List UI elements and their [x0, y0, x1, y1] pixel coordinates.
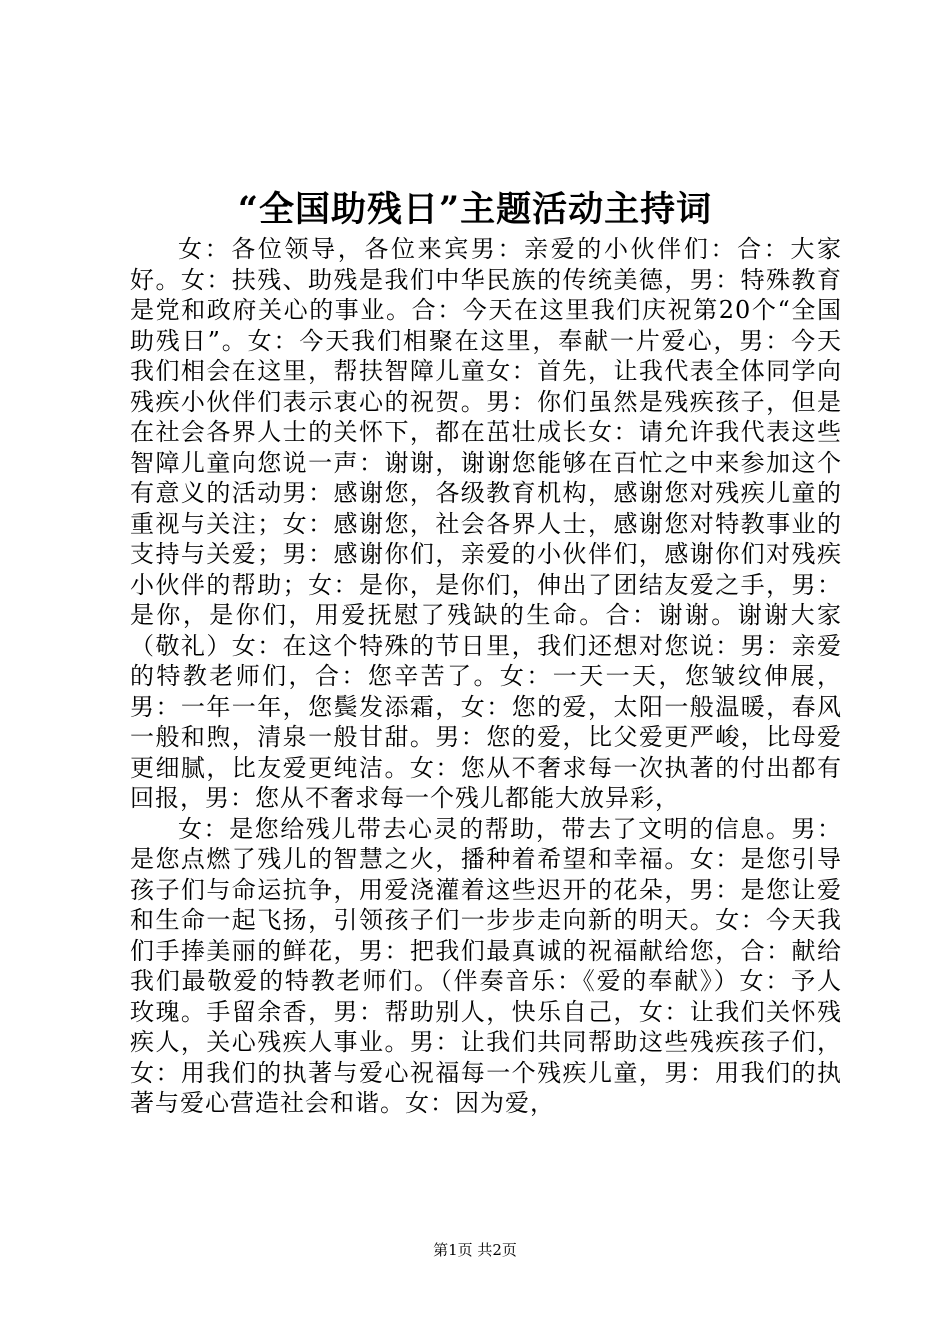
page-footer: 第1页 共2页	[433, 1241, 517, 1259]
paragraph-1: 女：各位领导，各位来宾男：亲爱的小伙伴们：合：大家好。女：扶残、助残是我们中华民族的传统美德，男：特殊教育是党和政府关心的事业。合：今天在这里我们庆祝第20个“全国助残日”。女：今天我们相聚在这里，奉献一片爱心，男：今天我们相会在这里，帮扶智障儿童女：首先，让我代表全体同学向残疾小伙伴们表示衷心的祝贺。男：你们虽然是残疾孩子，但是在社会各界人士的关怀下，都在茁壮成长女：请允许我代表这些智障儿童向您说一声：谢谢，谢谢您能够在百忙之中来参加这个有意义的活动男：感谢您，各级教育机构，感谢您对残疾儿童的重视与关注；女：感谢您，社会各界人士，感谢您对特教事业的支持与关爱；男：感谢你们，亲爱的小伙伴们，感谢你们对残疾小伙伴的帮助；女：是你，是你们，伸出了团结友爱之手，男：是你，是你们，用爱抚慰了残缺的生命。合：谢谢。谢谢大家（敬礼）女：在这个特殊的节日里，我们还想对您说：男：亲爱的特教老师们，合：您辛苦了。女：一天一天，您皱纹伸展，男：一年一年，您鬓发添霜，女：您的爱，太阳一般温暖，春风一般和煦，清泉一般甘甜。男：您的爱，比父爱更严峻，比母爱更细腻，比友爱更纯洁。女：您从不奢求每一次执著的付出都有回报，男：您从不奢求每一个残儿都能大放异彩，	[130, 235, 842, 812]
document-title: “全国助残日”主题活动主持词	[237, 189, 713, 230]
document-body	[130, 234, 842, 1119]
paragraph-2: 女：是您给残儿带去心灵的帮助，带去了文明的信息。男：是您点燃了残儿的智慧之火，播种着希望和幸福。女：是您引导孩子们与命运抗争，用爱浇灌着这些迟开的花朵，男：是您让爱和生命一起飞扬，引领孩子们一步步走向新的明天。女：今天我们手捧美丽的鲜花，男：把我们最真诚的祝福献给您，合：献给我们最敬爱的特教老师们。（伴奏音乐：《爱的奉献》）女：予人玫瑰。手留余香，男：帮助别人，快乐自己，女：让我们关怀残疾人，关心残疾人事业。男：让我们共同帮助这些残疾孩子们，女：用我们的执著与爱心祝福每一个残疾儿童，男：用我们的执著与爱心营造社会和谐。女：因为爱，	[130, 814, 842, 1117]
